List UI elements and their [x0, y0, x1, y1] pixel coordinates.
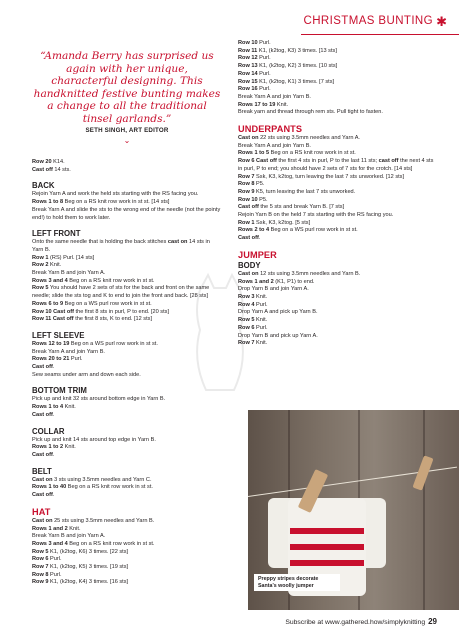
instruction-line	[32, 341, 222, 349]
instruction-text: .	[52, 451, 55, 458]
instruction-line	[32, 541, 222, 549]
instruction-text: Break Yarn A and join Yarn B.	[32, 348, 105, 355]
instruction-line	[32, 285, 222, 300]
section-heading: JUMPER	[238, 249, 277, 260]
instruction-line	[238, 333, 434, 341]
bold-term: Row 11	[238, 47, 258, 54]
instruction-text: Beg on a RS knit row work in st st.	[269, 150, 356, 157]
instruction-line	[32, 262, 222, 270]
instruction-text: P5.	[254, 181, 265, 188]
instruction-line	[238, 204, 434, 212]
instruction-line	[238, 48, 434, 56]
bold-term: Row 12	[238, 55, 258, 62]
instruction-line	[238, 79, 434, 87]
instruction-text: Knit.	[254, 340, 268, 347]
instruction-text: Knit.	[275, 101, 289, 108]
bold-term: Row 1	[32, 254, 49, 261]
right-instructions	[238, 40, 434, 348]
instruction-text: 12 sts using 3.5mm needles and Yarn B.	[258, 270, 361, 277]
bold-term: Cast off	[32, 364, 53, 371]
bold-term: Row 6	[238, 324, 255, 331]
instruction-line	[238, 181, 434, 189]
instruction-line	[32, 167, 222, 175]
bold-term: Row 9	[32, 579, 49, 586]
instruction-line	[32, 239, 222, 254]
instruction-text: the first 8 sts in purl, P to end. [20 sts]	[73, 308, 170, 315]
instruction-line	[238, 227, 434, 235]
instruction-line	[32, 356, 222, 364]
instruction-text: K5, turn leaving the last 7 sts unworked.	[254, 188, 356, 195]
bold-term: Rows 3 and 4	[32, 540, 68, 547]
instruction-text: K1, (k2tog, K1) 3 times. [7 sts]	[257, 78, 335, 85]
instruction-line	[238, 286, 434, 294]
instruction-text: K1, (k2tog, K2) 3 times. [10 sts]	[257, 63, 338, 70]
instruction-line	[32, 278, 222, 286]
instruction-text: Rejoin Yarn B on the held 7 sts starting with the RS facing you.	[238, 212, 394, 219]
instruction-text: Knit.	[63, 404, 76, 411]
instruction-line	[238, 189, 434, 197]
bold-term: Cast off	[238, 204, 259, 211]
instruction-line	[32, 199, 222, 207]
instruction-text: .	[258, 235, 261, 242]
bold-term: Row 7	[238, 340, 255, 347]
instruction-text: Break Yarn B and join Yarn A.	[32, 270, 106, 277]
instruction-text: (K1, P1) to end.	[273, 278, 315, 285]
instruction-text: Break Yarn B and join Yarn A.	[32, 533, 106, 540]
bold-term: Cast on	[32, 476, 53, 483]
footer-link[interactable]: Subscribe at www.gathered.how/simplyknitting	[285, 619, 426, 626]
instruction-text: Pick up and knit 14 sts around top edge in Yarn B.	[32, 436, 156, 443]
quote-attribution: SETH SINGH, ART EDITOR	[85, 127, 169, 134]
caption-line: Santa’s woolly jumper	[258, 582, 314, 589]
instruction-text: Break Yarn A and join Yarn B.	[238, 142, 311, 149]
instruction-text: the next 4 sts in purl, P to end; you should have 2 sets of 7 sts for the crotch. [14 sts]	[238, 158, 434, 172]
instruction-text: Beg on a WS purl row work in st st.	[69, 340, 158, 347]
bold-term: Row 10	[238, 40, 258, 46]
instruction-line	[32, 492, 222, 500]
instruction-line	[238, 102, 434, 110]
bold-term: Row 8	[32, 571, 49, 578]
instruction-text: the 5 sts and break Yarn B. [7 sts]	[258, 204, 345, 211]
instruction-line	[238, 294, 434, 302]
instruction-line	[238, 220, 434, 228]
instruction-line	[32, 396, 222, 404]
instruction-line	[238, 174, 434, 182]
bold-term: Rows 1 to 8	[32, 199, 64, 206]
bold-term: Cast on	[32, 517, 53, 524]
instruction-line	[32, 444, 222, 452]
instruction-line	[238, 63, 434, 71]
instruction-text: Ssk, K3, k2tog, turn leaving the last 7 sts unworked. [12 sts]	[254, 173, 405, 180]
instruction-line	[238, 86, 434, 94]
red-stripe	[290, 544, 364, 550]
instruction-line	[32, 572, 222, 580]
section-heading: LEFT SLEEVE	[32, 330, 85, 340]
bold-term: Rows 1 to 2	[32, 444, 64, 451]
instruction-text: Break Yarn A and join Yarn B.	[238, 93, 311, 100]
right-column	[238, 40, 434, 348]
instruction-text: K14.	[51, 159, 65, 165]
instruction-text: Knit.	[254, 293, 268, 300]
instruction-line	[32, 159, 222, 167]
bold-term: Row 16	[238, 86, 258, 93]
instruction-line	[238, 325, 434, 333]
instruction-text: Knit.	[254, 317, 268, 324]
bold-term: Rows 12 to 19	[32, 340, 70, 347]
bold-term: Rows 1 to 4	[32, 404, 64, 411]
bold-term: cast off	[378, 158, 399, 165]
instruction-text: Purl.	[257, 55, 271, 62]
section-title: CHRISTMAS BUNTING	[303, 15, 433, 27]
bold-term: Row 20	[32, 159, 52, 165]
instruction-text: Beg on a RS knit row work in st st. [14 sts]	[63, 199, 170, 206]
instruction-line	[32, 404, 222, 412]
instruction-line	[32, 556, 222, 564]
instruction-line	[32, 526, 222, 534]
bold-term: Cast off	[32, 166, 53, 173]
bold-term: Cast off	[32, 451, 53, 458]
section-heading: LEFT FRONT	[32, 229, 81, 239]
instruction-line	[32, 191, 222, 199]
instruction-text: Drop Yarn A and pick up Yarn B.	[238, 309, 318, 316]
red-stripe	[290, 528, 364, 534]
left-instructions	[32, 159, 222, 587]
bold-term: Row 2	[32, 262, 49, 269]
bold-term: Cast on	[238, 270, 259, 277]
bold-term: Rows 1 to 40	[32, 484, 67, 491]
section-heading: BACK	[32, 181, 55, 191]
bold-term: Rows 17 to 19	[238, 101, 276, 108]
instruction-line	[32, 518, 222, 526]
instruction-text: .	[52, 364, 55, 371]
instruction-text: Purl.	[69, 356, 83, 363]
bold-term: Row 7	[238, 173, 255, 180]
red-stripe	[290, 560, 364, 566]
instruction-text: Pick up and knit 32 sts around bottom edge in Yarn B.	[32, 396, 166, 403]
instruction-text: (RS) Purl. [14 sts]	[48, 254, 95, 261]
instruction-text: 22 sts using 3.5mm needles and Yarn A.	[258, 135, 360, 142]
instruction-line	[238, 40, 434, 48]
section-heading: BODY	[238, 260, 261, 270]
instruction-text: the first 8 sts, K to end. [12 sts]	[73, 316, 153, 323]
instruction-line	[238, 317, 434, 325]
bold-term: Row 13	[238, 63, 258, 70]
instruction-line	[32, 549, 222, 557]
instruction-line	[238, 197, 434, 205]
instruction-text: Sew seams under arm and down each side.	[32, 371, 141, 378]
instruction-text: Onto the same needle that is holding the back stitches	[32, 239, 168, 246]
bold-term: Row 7	[32, 564, 49, 571]
instruction-text: Beg on a RS knit row work in st st.	[67, 277, 155, 284]
instruction-text: K1, (k2tog, K6) 3 times. [22 sts]	[48, 548, 129, 555]
instruction-line	[238, 150, 434, 158]
bold-term: Row 3	[238, 293, 255, 300]
left-column	[32, 40, 222, 587]
instruction-text: Beg on a RS knit row work in st st.	[67, 540, 155, 547]
instruction-text: .	[52, 492, 55, 499]
instruction-text: Purl.	[257, 70, 271, 77]
instruction-line	[238, 235, 434, 243]
instruction-line	[32, 412, 222, 420]
bold-term: Rows 6 to 9	[32, 300, 64, 307]
instruction-line	[238, 309, 434, 317]
instruction-text: Purl.	[48, 571, 62, 578]
instruction-line	[32, 437, 222, 445]
instruction-text: K1, (k2tog, K4) 3 times. [16 sts]	[48, 579, 129, 586]
bold-term: Rows 20 to 21	[32, 356, 70, 363]
section-heading: COLLAR	[32, 426, 65, 436]
instruction-text: You should have 2 sets of sts for the back and front on the same needle; slide the sts tog and K to end to join the front and back. [28 sts]	[32, 285, 210, 300]
instruction-text: Break Yarn A and slide the sts to the wrong end of the needle (not the pointy end!) to hold them to work later.	[32, 206, 221, 221]
instruction-text: Purl.	[257, 40, 271, 46]
instruction-text: K1, (k2tog, K5) 3 times. [19 sts]	[48, 564, 129, 571]
instruction-text: Purl.	[48, 556, 62, 563]
section-heading: BOTTOM TRIM	[32, 386, 87, 396]
bold-term: Row 6 Cast off	[238, 158, 277, 165]
instruction-line	[32, 477, 222, 485]
bold-term: Row 5	[238, 317, 255, 324]
bold-term: Row 4	[238, 301, 255, 308]
instruction-line	[238, 55, 434, 63]
bold-term: Row 10	[238, 196, 258, 203]
bold-term: Row 11 Cast off	[32, 316, 74, 323]
instruction-text: Rejoin Yarn A and work the held sts starting with the RS facing you.	[32, 191, 199, 198]
bold-term: Cast off	[32, 492, 53, 499]
instruction-text: 14 sts in Yarn B.	[32, 239, 210, 253]
caption-line: Preppy stripes decorate	[258, 576, 319, 582]
instruction-line	[32, 484, 222, 492]
instruction-text: Purl.	[254, 324, 268, 331]
bold-term: Rows 1 and 2	[32, 525, 68, 532]
instruction-text: Purl.	[254, 301, 268, 308]
wood-grain	[423, 410, 425, 610]
instruction-line	[238, 340, 434, 348]
bold-term: cast on	[167, 239, 188, 246]
instruction-line	[238, 158, 434, 173]
section-heading: UNDERPANTS	[238, 124, 303, 135]
instruction-line	[238, 135, 434, 143]
instruction-text: 3 sts using 3.5mm needles and Yarn C.	[52, 476, 152, 483]
instruction-line	[238, 94, 434, 102]
page-footer	[285, 617, 437, 626]
instruction-text: Ssk, K3, k2tog. [5 sts]	[254, 219, 311, 226]
instruction-line	[32, 255, 222, 263]
instruction-text: the first 4 sts in purl, P to the last 11 sts;	[276, 158, 379, 165]
instruction-text: 25 sts using 3.5mm needles and Yarn B.	[52, 517, 155, 524]
bold-term: Row 5	[32, 285, 49, 292]
section-heading: HAT	[32, 506, 51, 517]
bold-term: Rows 2 to 4	[238, 227, 270, 234]
asterisk-icon: ✱	[436, 14, 447, 29]
instruction-line	[238, 71, 434, 79]
instruction-text: Knit.	[63, 444, 76, 451]
instruction-line	[32, 349, 222, 357]
bunting-photo	[248, 410, 459, 610]
flourish-icon: ⌄	[123, 136, 131, 145]
bold-term: Cast off	[32, 411, 53, 418]
instruction-line	[32, 452, 222, 460]
instruction-line	[32, 579, 222, 587]
instruction-text: .	[52, 411, 55, 418]
section-heading: BELT	[32, 466, 52, 476]
instruction-line	[238, 279, 434, 287]
instruction-line	[238, 143, 434, 151]
instruction-line	[32, 564, 222, 572]
pull-quote: “Amanda Berry has surprised us again with her unique, characterful designing. This handknitted festive bunting makes a change to all the traditional tinsel garlands.”	[33, 50, 221, 125]
bold-term: Cast on	[238, 135, 259, 142]
instruction-text: 14 sts.	[52, 166, 71, 173]
instruction-line	[32, 372, 222, 380]
instruction-text: P5.	[257, 196, 268, 203]
instruction-line	[32, 309, 222, 317]
bold-term: Rows 1 to 5	[238, 150, 270, 157]
bold-term: Row 6	[32, 556, 49, 563]
instruction-text: Break yarn and thread through rem sts. Pull tight to fasten.	[238, 109, 383, 116]
instruction-line	[32, 364, 222, 372]
bold-term: Row 9	[238, 188, 255, 195]
bold-term: Row 10 Cast off	[32, 308, 74, 315]
instruction-line	[238, 271, 434, 279]
instruction-line	[32, 270, 222, 278]
instruction-line	[32, 533, 222, 541]
photo-caption	[254, 574, 340, 591]
instruction-text: Knit.	[67, 525, 81, 532]
instruction-text: Beg on a RS knit row work in st st.	[66, 484, 153, 491]
instruction-line	[238, 109, 434, 117]
bold-term: Rows 1 and 2	[238, 278, 274, 285]
bold-term: Rows 3 and 4	[32, 277, 68, 284]
instruction-line	[32, 301, 222, 309]
instruction-text: Beg on a WS purl row work in st st.	[269, 227, 358, 234]
bold-term: Row 14	[238, 70, 258, 77]
instruction-text: K1, (k2tog, K3) 3 times. [13 sts]	[257, 47, 337, 54]
instruction-text: Beg on a WS purl row work in st st.	[63, 300, 152, 307]
bold-term: Row 15	[238, 78, 258, 85]
instruction-line	[32, 316, 222, 324]
page-number: 29	[428, 617, 437, 626]
instruction-text: Purl.	[257, 86, 271, 93]
bold-term: Row 5	[32, 548, 49, 555]
instruction-text: Drop Yarn B and join Yarn A.	[238, 286, 309, 293]
instruction-line	[238, 302, 434, 310]
bold-term: Cast off	[238, 235, 259, 242]
instruction-line	[32, 207, 222, 222]
instruction-text: Knit.	[48, 262, 62, 269]
instruction-text: Drop Yarn B and pick up Yarn A.	[238, 332, 318, 339]
bold-term: Row 8	[238, 181, 255, 188]
bold-term: Row 1	[238, 219, 255, 226]
instruction-line	[238, 212, 434, 220]
